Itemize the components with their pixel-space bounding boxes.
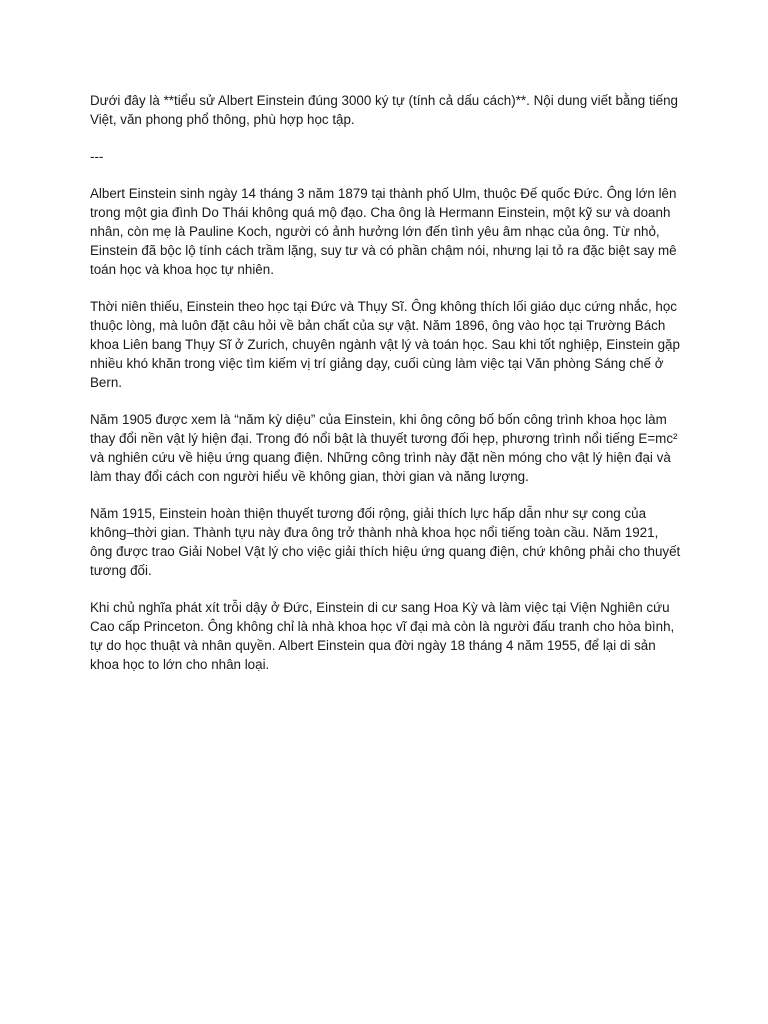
separator-line: --- xyxy=(90,149,104,164)
document-body xyxy=(90,91,682,692)
paragraph-education: Thời niên thiếu, Einstein theo học tại Đức và Thụy Sĩ. Ông không thích lối giáo dục cứng nhắc, học thuộc lòng, mà luôn đặt câu hỏi về bản chất của sự vật. Năm 1896, ông vào học tại Trường Bách khoa Liên bang Thụy Sĩ ở Zurich, chuyên ngành vật lý và toán học. Sau khi tốt nghiệp, Einstein gặp nhiều khó khăn trong việc tìm kiếm vị trí giảng dạy, cuối cùng làm việc tại Văn phòng Sáng chế ở Bern. xyxy=(90,299,680,390)
intro-paragraph: Dưới đây là **tiểu sử Albert Einstein đúng 3000 ký tự (tính cả dấu cách)**. Nội dung viết bằng tiếng Việt, văn phong phổ thông, phù hợp học tập. xyxy=(90,93,679,127)
paragraph-miracle-year: Năm 1905 được xem là “năm kỳ diệu” của Einstein, khi ông công bố bốn công trình khoa học làm thay đổi nền vật lý hiện đại. Trong đó nổi bật là thuyết tương đối hẹp, phương trình nổi tiếng E=mc² và nghiên cứu về hiệu ứng quang điện. Những công trình này đặt nền móng cho vật lý hiện đại và làm thay đổi cách con người hiểu về không gian, thời gian và năng lượng. xyxy=(90,412,678,484)
paragraph-general-relativity: Năm 1915, Einstein hoàn thiện thuyết tương đối rộng, giải thích lực hấp dẫn như sự cong của không–thời gian. Thành tựu này đưa ông trở thành nhà khoa học nổi tiếng toàn cầu. Năm 1921, ông được trao Giải Nobel Vật lý cho việc giải thích hiệu ứng quang điện, chứ không phải cho thuyết tương đối. xyxy=(90,506,681,578)
paragraph-later-life: Khi chủ nghĩa phát xít trỗi dậy ở Đức, Einstein di cư sang Hoa Kỳ và làm việc tại Viện Nghiên cứu Cao cấp Princeton. Ông không chỉ là nhà khoa học vĩ đại mà còn là người đấu tranh cho hòa bình, tự do học thuật và nhân quyền. Albert Einstein qua đời ngày 18 tháng 4 năm 1955, để lại di sản khoa học to lớn cho nhân loại. xyxy=(90,600,675,672)
paragraph-birth: Albert Einstein sinh ngày 14 tháng 3 năm 1879 tại thành phố Ulm, thuộc Đế quốc Đức. Ông lớn lên trong một gia đình Do Thái không quá mộ đạo. Cha ông là Hermann Einstein, một kỹ sư và doanh nhân, còn mẹ là Pauline Koch, người có ảnh hưởng lớn đến tình yêu âm nhạc của ông. Từ nhỏ, Einstein đã bộc lộ tính cách trầm lặng, suy tư và có phần chậm nói, nhưng lại tỏ ra đặc biệt say mê toán học và khoa học tự nhiên. xyxy=(90,186,677,277)
